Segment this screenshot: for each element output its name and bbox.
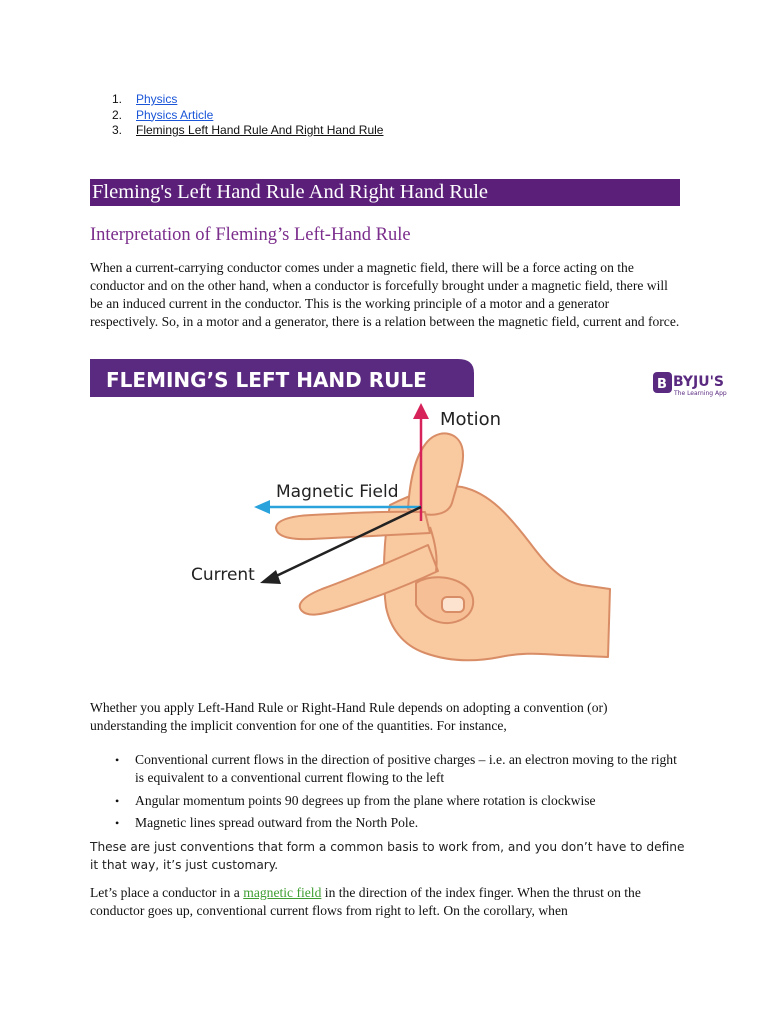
breadcrumb: [112, 92, 383, 139]
current-label: Current: [191, 565, 255, 585]
intro-paragraph: When a current-carrying conductor comes under a magnetic field, there will be a force acting on the conductor and on the other hand, when a conductor is forcefully brought under a magnetic field, there will be an induced current in the conductor. This is the working principle of a motor and a generator respectively. So, in a motor and a generator, there is a relation between the magnetic field, current and force.: [90, 260, 680, 329]
customary-paragraph: These are just conventions that form a common basis to work from, and you don’t have to define it that way, it’s just customary.: [90, 840, 685, 872]
figure-illustration: [90, 357, 727, 677]
section-heading: Interpretation of Fleming’s Left-Hand Rule: [90, 225, 411, 245]
hand-illustration: [276, 433, 610, 660]
bullet-icon: •: [115, 793, 120, 808]
convention-list: [90, 751, 680, 837]
breadcrumb-item: 1. Physics: [112, 92, 178, 106]
convention-paragraph: Whether you apply Left-Hand Rule or Right-Hand Rule depends on adopting a convention (or) understanding the implicit convention for one of the quantities. For instance,: [90, 700, 608, 733]
magnetic-field-link[interactable]: magnetic field: [243, 885, 322, 900]
byjus-logo: [653, 372, 727, 397]
svg-text:B: B: [657, 377, 667, 392]
final-paragraph: Let’s place a conductor in a magnetic field in the direction of the index finger. When the thrust on the conductor goes up, conventional current flows from right to left. On the corollary, when: [90, 885, 641, 918]
page-title: Fleming's Left Hand Rule And Right Hand Rule: [92, 181, 489, 203]
breadcrumb-link-physics-article[interactable]: Physics Article: [136, 107, 214, 122]
svg-text:The Learning App: The Learning App: [674, 390, 727, 397]
figure-banner-text: FLEMING’S LEFT HAND RULE: [106, 368, 427, 392]
bullet-icon: •: [115, 816, 120, 830]
breadcrumb-link-physics[interactable]: Physics: [136, 92, 178, 106]
motion-label: Motion: [440, 409, 502, 430]
breadcrumb-item: 2. Physics Article: [112, 107, 214, 122]
list-item: • Angular momentum points 90 degrees up from the plane where rotation is clockwise: [115, 792, 596, 808]
breadcrumb-item: 3. Flemings Left Hand Rule And Right Hand Rule: [112, 123, 384, 137]
bullet-icon: •: [115, 753, 120, 767]
page-title-banner: [90, 179, 680, 206]
list-item: • Conventional current flows in the direction of positive charges – i.e. an electron moving to the right is equivalent to a conventional current flowing to the left: [115, 752, 677, 785]
magnetic-field-label: Magnetic Field: [276, 482, 399, 502]
fleming-left-hand-rule-figure: [90, 357, 727, 677]
svg-text:BYJU'S: BYJU'S: [673, 374, 724, 390]
list-item: • Magnetic lines spread outward from the North Pole.: [115, 815, 419, 830]
breadcrumb-link-current[interactable]: Flemings Left Hand Rule And Right Hand Rule: [136, 123, 384, 137]
